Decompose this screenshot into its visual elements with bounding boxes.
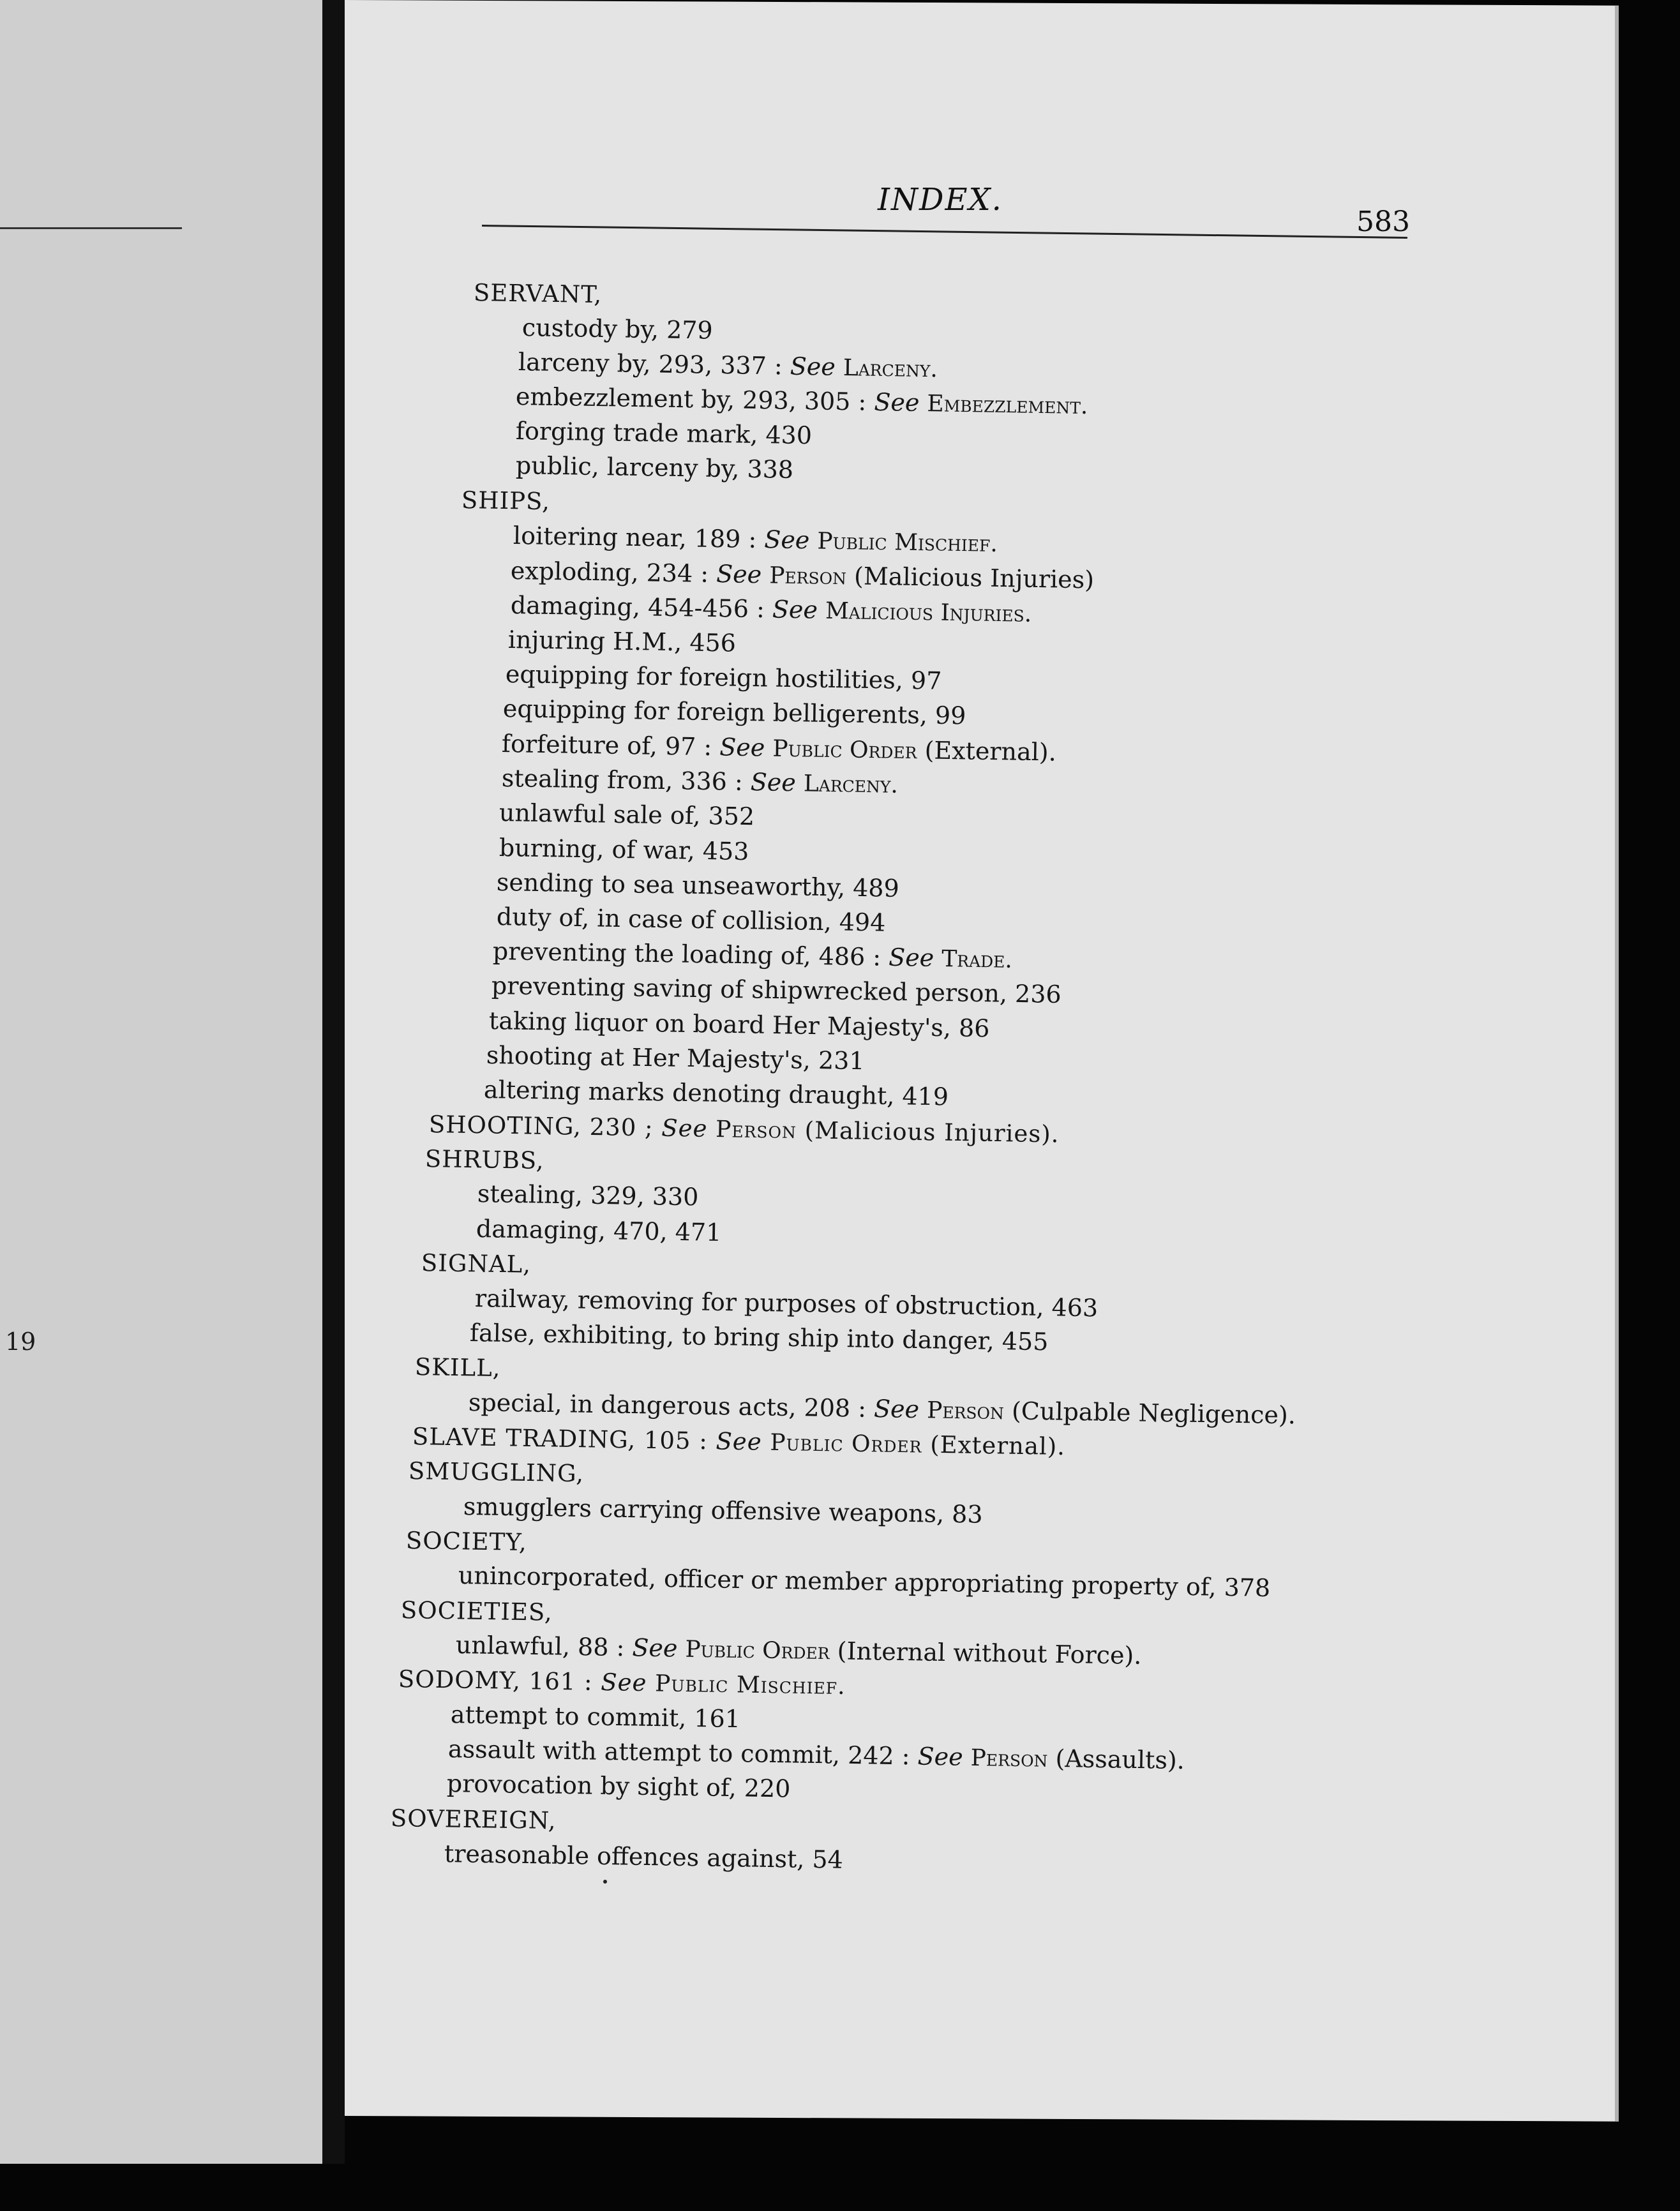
index-subentry [448, 1737, 1185, 1773]
cross-reference: Public Order [770, 1429, 922, 1458]
index-subentry [486, 1041, 865, 1076]
entry-text: treasonable offences against, 54 [444, 1840, 844, 1874]
index-heading [461, 486, 551, 516]
cross-reference-qualifier: (Assaults). [1047, 1744, 1185, 1775]
cross-reference: Larceny. [803, 770, 899, 798]
entry-text: railway, removing for purposes of obstruction, 463 [474, 1284, 1099, 1323]
index-subentry [474, 1284, 1099, 1323]
see-reference-marker: See [719, 733, 765, 762]
see-reference-marker: See [790, 352, 836, 381]
index-heading [421, 1251, 532, 1277]
entry-text: burning, of war, 453 [499, 834, 749, 866]
entry-text: SHRUBS, [424, 1145, 544, 1174]
index-subentry [506, 662, 942, 693]
entry-text: loitering near, 189 : [513, 521, 765, 554]
see-reference-marker: See [600, 1668, 647, 1697]
index-heading [412, 1425, 1066, 1459]
entry-text: forging trade mark, 430 [515, 417, 813, 450]
see-reference-marker: See [888, 943, 934, 972]
index-subentry [458, 1563, 1271, 1600]
entry-text: SOCIETY, [405, 1527, 528, 1556]
cross-reference-qualifier: (External). [922, 1430, 1066, 1461]
entry-text: SOVEREIGN, [390, 1804, 557, 1835]
entry-text: SERVANT, [473, 279, 603, 309]
index-subentry [516, 453, 794, 482]
index-subentry [476, 1217, 722, 1245]
entry-text: unincorporated, officer or member appropriating property of, 378 [458, 1561, 1271, 1602]
index-subentry [515, 417, 813, 450]
index-subentry [502, 766, 899, 797]
entry-text: exploding, 234 : [510, 557, 717, 588]
entry-text: SHOOTING, 230 ; [428, 1111, 662, 1142]
cross-reference: Person [769, 562, 847, 590]
index-subentry [456, 1633, 1142, 1668]
cross-reference: Public Mischief. [817, 528, 998, 557]
index-subentry [513, 523, 998, 556]
cross-reference-qualifier: (External). [917, 736, 1057, 767]
cross-reference-qualifier: (Culpable Negligence). [1003, 1397, 1296, 1430]
see-reference-marker: See [661, 1114, 708, 1143]
entry-text: smugglers carrying offensive weapons, 83 [463, 1492, 983, 1529]
index-heading [408, 1457, 585, 1488]
index-heading [425, 1147, 544, 1173]
index-subentry [499, 836, 749, 864]
entry-text: altering marks denoting draught, 419 [483, 1076, 949, 1111]
page-title: INDEX. [878, 182, 1003, 218]
index-subentry [503, 696, 966, 728]
cross-reference: Public Order [685, 1636, 830, 1665]
cross-reference: Public Order [772, 735, 917, 765]
entry-text: SIGNAL, [421, 1249, 532, 1278]
entry-text: assault with attempt to commit, 242 : [447, 1735, 918, 1771]
index-heading [401, 1598, 553, 1624]
entry-text: SLAVE TRADING, 105 : [412, 1423, 716, 1455]
entry-text: unlawful sale of, 352 [499, 798, 755, 831]
index-heading [398, 1667, 846, 1698]
index-heading [414, 1353, 501, 1383]
see-reference-marker: See [917, 1742, 963, 1771]
see-reference-marker: See [873, 1394, 920, 1424]
index-subentry [508, 627, 737, 656]
entry-text: SHIPS, [461, 486, 551, 516]
page-number: 583 [1356, 206, 1410, 238]
cross-reference: Larceny. [843, 354, 938, 383]
entry-text: SODOMY, 161 : [398, 1665, 601, 1696]
index-subentry [511, 593, 1032, 626]
index-subentry [497, 904, 886, 935]
index-subentry [470, 1321, 1049, 1354]
index-subentry [511, 558, 1095, 592]
index-subentry [499, 798, 755, 831]
cross-reference: Person [926, 1397, 1005, 1425]
entry-text: preventing saving of shipwrecked person, 236 [491, 971, 1061, 1009]
cross-reference-qualifier: (Internal without Force). [829, 1637, 1142, 1670]
see-reference-marker: See [750, 768, 797, 797]
entry-text: sending to sea unseaworthy, 489 [496, 868, 900, 903]
cross-reference-qualifier: (Malicious Injuries). [796, 1116, 1060, 1148]
see-reference-marker: See [716, 560, 762, 589]
entry-text: attempt to commit, 161 [450, 1700, 741, 1734]
see-reference-marker: See [772, 595, 818, 624]
index-subentry [447, 1771, 791, 1801]
see-reference-marker: See [874, 387, 920, 417]
index-subentry [444, 1841, 843, 1872]
index-subentry [516, 384, 1088, 418]
ink-speck [603, 1880, 607, 1884]
cross-reference-qualifier: (Malicious Injuries) [846, 562, 1095, 594]
index-subentry [477, 1181, 699, 1209]
cross-reference: Public Mischief. [654, 1670, 846, 1700]
entry-text: damaging, 454-456 : [510, 591, 773, 624]
entry-text: preventing the loading of, 486 : [492, 937, 889, 971]
index-heading [429, 1113, 1060, 1147]
index-subentry [450, 1700, 741, 1734]
see-reference-marker: See [632, 1633, 678, 1663]
see-reference-marker: See [716, 1427, 762, 1456]
entry-text: larceny by, 293, 337 : [518, 348, 791, 380]
index-subentry [469, 1390, 1296, 1428]
entry-text: SKILL, [414, 1353, 501, 1383]
entry-text: shooting at Her Majesty's, 231 [486, 1041, 865, 1076]
cross-reference: Malicious Injuries. [825, 597, 1032, 627]
cross-reference: Person [970, 1744, 1048, 1773]
entry-text: unlawful, 88 : [455, 1631, 633, 1662]
entry-text: equipping for foreign hostilities, 97 [505, 660, 942, 695]
index-subentry [488, 1007, 990, 1043]
entry-text: provocation by sight of, 220 [446, 1769, 791, 1803]
entry-text: public, larceny by, 338 [515, 451, 794, 484]
entry-text: SOCIETIES, [400, 1596, 553, 1626]
index-subentry [518, 350, 938, 381]
index-subentry [493, 939, 1013, 972]
index-subentry [491, 973, 1061, 1007]
entry-text: damaging, 470, 471 [476, 1215, 722, 1247]
entry-text: false, exhibiting, to bring ship into danger, 455 [469, 1319, 1049, 1356]
index-heading [406, 1529, 527, 1554]
index-subentry [497, 870, 899, 901]
cross-reference: Trade. [941, 946, 1013, 973]
left-page-fragment: 19 [5, 1328, 36, 1356]
entry-text: injuring H.M., 456 [507, 626, 737, 657]
index-heading [391, 1806, 557, 1833]
entry-text: SMUGGLING, [408, 1457, 585, 1488]
entry-text: equipping for foreign belligerents, 99 [502, 694, 966, 730]
index-subentry [484, 1077, 949, 1109]
see-reference-marker: See [764, 525, 810, 555]
entry-text: forfeiture of, 97 : [501, 730, 720, 761]
entry-text: stealing from, 336 : [501, 764, 751, 797]
entry-text: taking liquor on board Her Majesty's, 86 [488, 1007, 990, 1043]
entry-text: stealing, 329, 330 [477, 1180, 699, 1211]
index-subentry [463, 1494, 983, 1527]
cross-reference: Person [715, 1116, 797, 1144]
entry-text: embezzlement by, 293, 305 : [515, 382, 874, 416]
entry-text: special, in dangerous acts, 208 : [468, 1388, 874, 1423]
index-subentry [522, 315, 713, 343]
entry-text: custody by, 279 [521, 313, 714, 345]
cross-reference: Embezzlement. [927, 391, 1088, 420]
index-subentry [502, 731, 1056, 765]
index-heading [473, 279, 603, 309]
entry-text: duty of, in case of collision, 494 [496, 903, 886, 937]
